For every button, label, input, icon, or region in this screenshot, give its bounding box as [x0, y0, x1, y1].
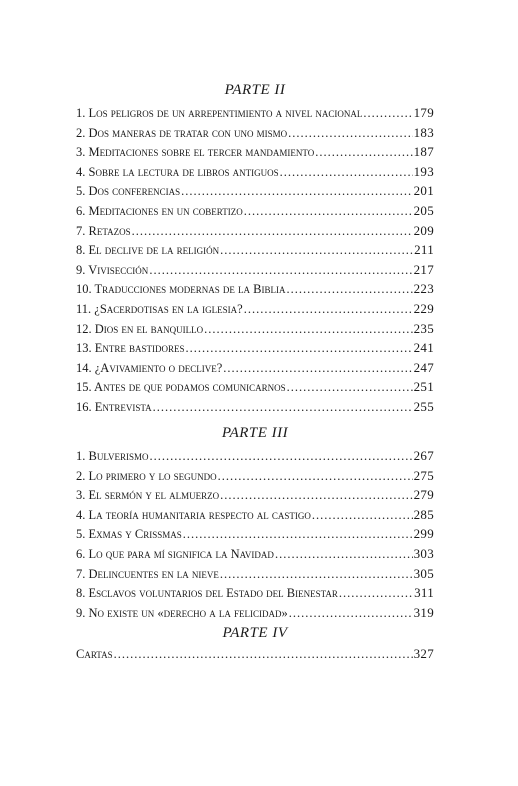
dot-leader [186, 339, 413, 359]
dot-leader [312, 506, 413, 526]
toc-entry-title: 4. Sobre la lectura de libros antiguos [76, 164, 279, 179]
toc-entry-page-number: 235 [413, 320, 434, 336]
toc-entry [76, 123, 434, 143]
dot-leader [287, 378, 413, 398]
toc-entry-title: 3. Meditaciones sobre el tercer mandamiento [76, 145, 315, 160]
toc-entry [76, 221, 434, 241]
toc-entry [76, 603, 434, 623]
toc-entry-page-number: 267 [413, 448, 434, 463]
toc-entry-title: 2. Lo primero y lo segundo [76, 468, 217, 483]
toc-entry-page-number: 205 [413, 202, 434, 218]
toc-entry [76, 201, 434, 221]
toc-entry [76, 319, 434, 339]
toc-entry [76, 260, 434, 280]
toc-entry-page-number: 247 [413, 359, 434, 375]
dot-leader [280, 163, 413, 183]
toc-entry [76, 181, 434, 201]
toc-entry-page-number: 209 [413, 222, 434, 238]
toc-entry [76, 446, 434, 466]
toc-entry-page-number: 187 [413, 144, 434, 160]
toc-entry-page-number: 299 [413, 526, 434, 542]
toc-entry [76, 377, 434, 397]
toc-entry-title: 10. Traducciones modernas de la Biblia [76, 282, 286, 297]
toc-entry [76, 299, 434, 319]
toc-entry [76, 338, 434, 358]
part-heading-3: PARTE III [221, 425, 289, 441]
toc-entry [76, 103, 434, 123]
toc-entry [76, 544, 434, 564]
toc-entry [76, 279, 434, 299]
toc-entry-title: 13. Entre bastidores [76, 341, 185, 356]
toc-entry [76, 505, 434, 525]
dot-leader [132, 222, 413, 242]
toc-entry-page-number: 241 [413, 340, 434, 356]
toc-entry [76, 142, 434, 162]
toc-entry-page-number: 327 [413, 646, 434, 661]
dot-leader [363, 104, 412, 124]
dot-leader [181, 182, 412, 202]
toc-entry-page-number: 251 [413, 379, 434, 395]
toc-entry-page-number: 275 [413, 467, 434, 483]
dot-leader [339, 584, 413, 604]
toc-entry-title: 8. Esclavos voluntarios del Estado del Bienestar [76, 586, 338, 601]
toc-entry-title: 5. Exmas y Crissmas [76, 527, 182, 542]
part-heading-2: PARTE II [224, 82, 286, 98]
toc-entry-title: 15. Antes de que podamos comunicarnos [76, 380, 286, 395]
dot-leader [223, 359, 412, 379]
toc-entry [76, 358, 434, 378]
toc-entry-title: 5. Dos conferencias [76, 184, 181, 199]
dot-leader [287, 280, 413, 300]
toc-entry-title: 2. Dos maneras de tratar con uno mismo [76, 125, 288, 140]
dot-leader [114, 645, 413, 665]
toc-entry-page-number: 193 [413, 163, 434, 179]
dot-leader [183, 525, 413, 545]
toc-entry [76, 162, 434, 182]
part-heading-4: PARTE IV [222, 625, 288, 641]
toc-entry-page-number: 223 [413, 281, 434, 297]
toc-section-part-3 [76, 446, 434, 622]
dot-leader [289, 604, 413, 624]
toc-entry-page-number: 201 [413, 183, 434, 199]
dot-leader [220, 241, 413, 261]
toc-entry-page-number: 229 [413, 300, 434, 316]
toc-entry [76, 524, 434, 544]
toc-entry [76, 240, 434, 260]
toc-entry-page-number: 279 [413, 487, 434, 503]
toc-entry-title: 4. La teoría humanitaria respecto al castigo [76, 507, 311, 522]
toc-entry-page-number: 217 [413, 261, 434, 277]
toc-entry-title: 9. Vivisección [76, 262, 149, 277]
toc-entry-title: 9. No existe un «derecho a la felicidad» [76, 605, 288, 620]
toc-entry-title: 1. Bulverismo [76, 449, 149, 463]
toc-entry-title: 12. Dios en el banquillo [76, 321, 204, 336]
toc-entry-title: 14. ¿Avivamiento o declive? [76, 360, 223, 375]
toc-entry-page-number: 179 [413, 105, 434, 120]
dot-leader [204, 320, 412, 340]
toc-entry-page-number: 311 [414, 585, 434, 601]
toc-entry-title: 6. Lo que para mí significa la Navidad [76, 546, 274, 561]
dot-leader [244, 202, 413, 222]
toc-entry-page-number: 285 [413, 506, 434, 522]
toc-entry [76, 583, 434, 603]
toc-entry-title: 3. El sermón y el almuerzo [76, 488, 220, 503]
toc-entry-title: 8. El declive de la religión [76, 243, 220, 258]
toc-entry-title: Cartas [76, 647, 113, 661]
toc-entry-page-number: 319 [413, 604, 434, 620]
dot-leader [220, 486, 412, 506]
toc-entry-title: 11. ¿Sacerdotisas en la iglesia? [76, 301, 243, 316]
dot-leader [315, 143, 412, 163]
toc-entry-title: 6. Meditaciones en un cobertizo [76, 203, 243, 218]
dot-leader [150, 447, 413, 467]
toc-entry [76, 466, 434, 486]
toc-entry-title: 7. Delincuentes en la nieve [76, 566, 219, 581]
toc-section-part-4 [76, 644, 434, 664]
toc-entry [76, 485, 434, 505]
toc-entry-page-number: 183 [413, 124, 434, 140]
toc-entry-title: 16. Entrevista [76, 399, 152, 414]
dot-leader [288, 124, 413, 144]
dot-leader [153, 398, 413, 418]
toc-entry-page-number: 211 [414, 242, 434, 258]
dot-leader [218, 467, 413, 487]
dot-leader [220, 565, 413, 585]
dot-leader [244, 300, 413, 320]
toc-entry-page-number: 255 [413, 398, 434, 414]
toc-section-part-2 [76, 103, 434, 417]
toc-entry-page-number: 303 [413, 545, 434, 561]
dot-leader [149, 261, 412, 281]
toc-entry-title: 7. Retazos [76, 223, 131, 238]
toc-entry-page-number: 305 [413, 565, 434, 581]
toc-entry [76, 397, 434, 417]
toc-entry [76, 564, 434, 584]
toc-entry [76, 644, 434, 664]
toc-entry-title: 1. Los peligros de un arrepentimiento a nivel nacional [76, 106, 363, 120]
dot-leader [275, 545, 413, 565]
